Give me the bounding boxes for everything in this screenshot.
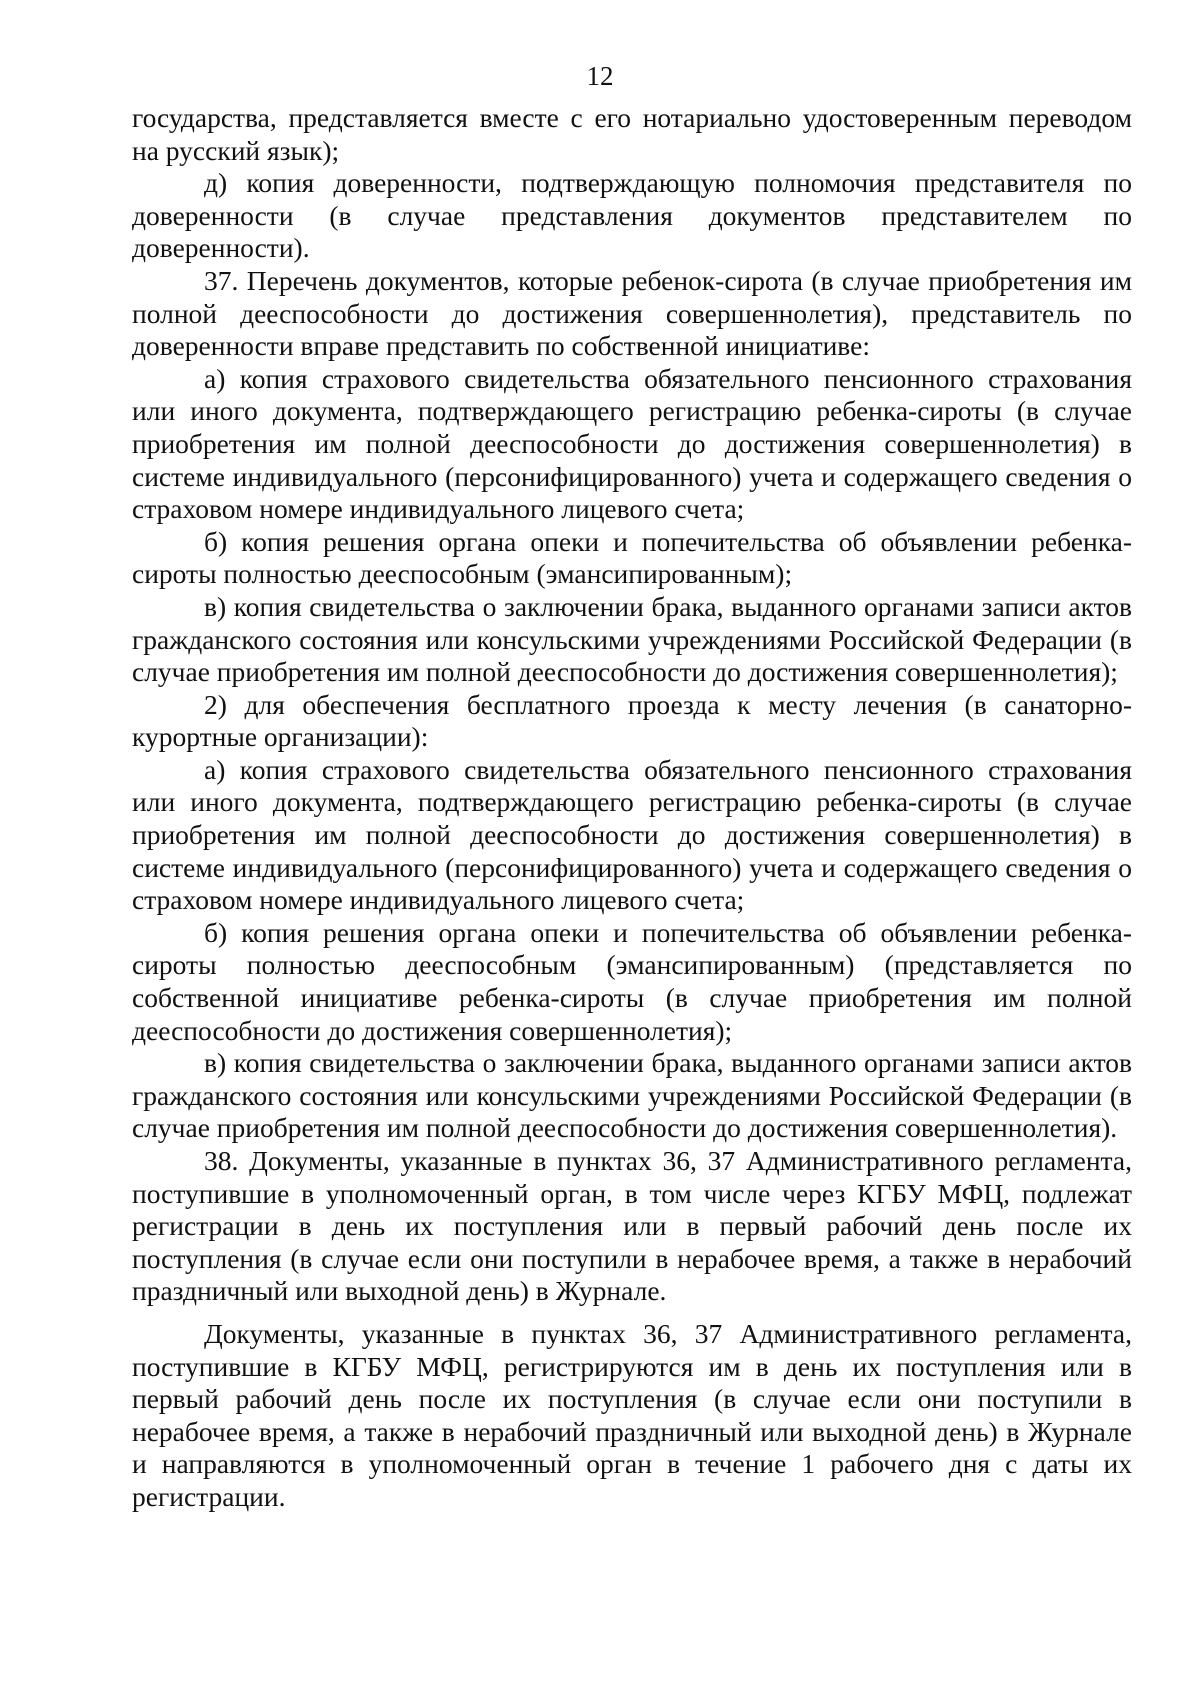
paragraph-2-item-b: б) копия решения органа опеки и попечительства об объявлении ребенка-сироты полностью дееспособным (эмансипированным) (представляется по собственной инициативе ребенка-сироты (в случае приобретения им полной дееспособности до достижения совершеннолетия); [132, 916, 1132, 1046]
paragraph-item-d-power-of-attorney: д) копия доверенности, подтверждающую полномочия представителя по доверенности (в случае представления документов представителем по доверенности). [132, 167, 1132, 264]
paragraph-continuation: государства, представляется вместе с его нотариально удостоверенным переводом на русский язык); [132, 102, 1132, 166]
page-number: 12 [586, 61, 614, 91]
paragraph-subsection-2: 2) для обеспечения бесплатного проезда к месту лечения (в санаторно-курортные организации): [132, 688, 1132, 753]
paragraph-2-item-v: в) копия свидетельства о заключении брака, выданного органами записи актов гражданского состояния или консульскими учреждениями Российской Федерации (в случае приобретения им полной дееспособности до достижения совершеннолетия). [132, 1047, 1132, 1144]
paragraph-section-38: 38. Документы, указанные в пунктах 36, 37 Административного регламента, поступившие в уполномоченный орган, в том числе через КГБУ МФЦ, подлежат регистрации в день их поступления или в первый рабочий день после их поступления (в случае если они поступили в нерабочее время, а также в нерабочий праздничный или выходной день) в Журнале. [132, 1145, 1132, 1307]
paragraph-section-37: 37. Перечень документов, которые ребенок-сирота (в случае приобретения им полной дееспособности до достижения совершеннолетия), представитель по доверенности вправе представить по собственной инициативе: [132, 264, 1132, 362]
document-body [132, 102, 1132, 1514]
paragraph-37-item-v: в) копия свидетельства о заключении брака, выданного органами записи актов гражданского состояния или консульскими учреждениями Российской Федерации (в случае приобретения им полной дееспособности до достижения совершеннолетия); [132, 590, 1132, 688]
paragraph-2-item-a: а) копия страхового свидетельства обязательного пенсионного страхования или иного документа, подтверждающего регистрацию ребенка-сироты (в случае приобретения им полной дееспособности до достижения совершеннолетия) в системе индивидуального (персонифицированного) учета и содержащего сведения о страховом номере индивидуального лицевого счета; [132, 753, 1132, 916]
paragraph-section-38-mfc: Документы, указанные в пунктах 36, 37 Административного регламента, поступившие в КГБУ МФЦ, регистрируются им в день их поступления или в первый рабочий день после их поступления (в случае если они поступили в нерабочее время, а также в нерабочий праздничный или выходной день) в Журнале и направляются в уполномоченный орган в течение 1 рабочего дня с даты их регистрации. [132, 1317, 1132, 1512]
paragraph-37-item-a: а) копия страхового свидетельства обязательного пенсионного страхования или иного документа, подтверждающего регистрацию ребенка-сироты (в случае приобретения им полной дееспособности до достижения совершеннолетия) в системе индивидуального (персонифицированного) учета и содержащего сведения о страховом номере индивидуального лицевого счета; [132, 362, 1132, 525]
paragraph-37-item-b: б) копия решения органа опеки и попечительства об объявлении ребенка-сироты полностью дееспособным (эмансипированным); [132, 525, 1132, 590]
